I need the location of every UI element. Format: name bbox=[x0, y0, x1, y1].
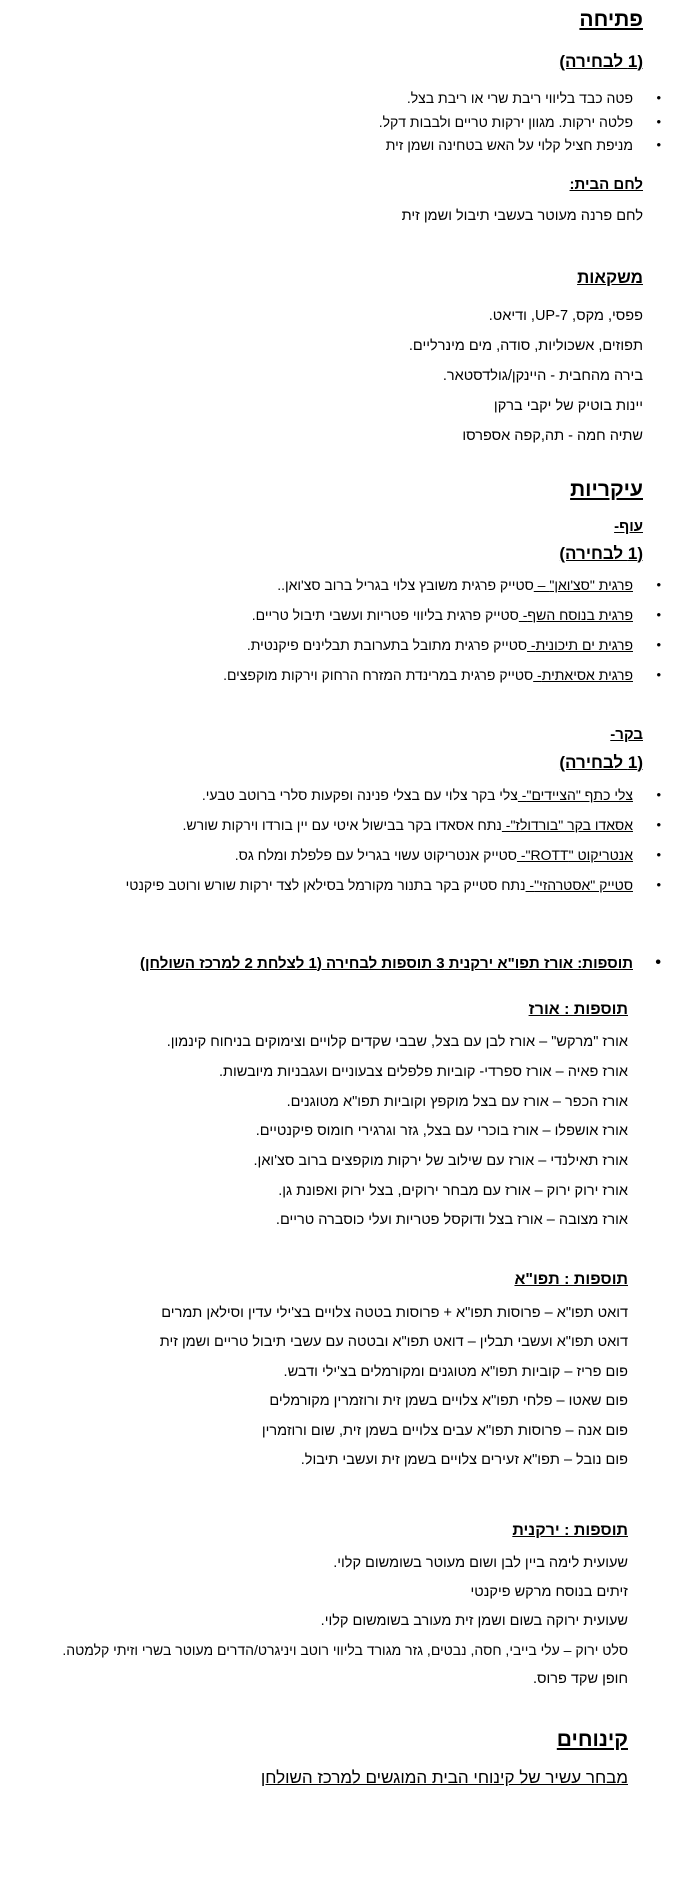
chicken-item: • פרגית אסיאתית- סטייק פרגית במרינדת המזרח הרחוק וירקות מוקפצים. bbox=[223, 667, 633, 683]
beef-item: • אנטריקוט "ROTT"- סטייק אנטריקוט עשוי בגריל עם פלפלת ומלח גס. bbox=[235, 847, 633, 863]
drinks-item: יינות בוטיק של יקבי ברקן bbox=[493, 398, 643, 414]
beef-choose: (1 לבחירה) bbox=[559, 753, 643, 772]
beef-item-desc: נתח סטייק בקר בתנור מקורמל בסילאן לצד ירקות שורש ורוטב פיקנטי bbox=[125, 877, 526, 893]
desserts-text: מבחר עשיר של קינוחי הבית המוגשים למרכז השולחן bbox=[260, 1768, 628, 1787]
potato-item: פום אנה – פרוסות תפו"א עבים צלויים בשמן זית, שום ורוזמרין bbox=[261, 1423, 628, 1439]
veg-item: סלט ירוק – עלי בייבי, חסה, נבטים, גזר מגורד בליווי רוטב ויניגרט/הדרים מעוטר בשרי וזיתי קלמטה. bbox=[62, 1642, 628, 1658]
chicken-item: • פרגית בנוסח השף- סטייק פרגית בליווי פטריות ועשבי תיבול טריים. bbox=[252, 607, 633, 623]
chicken-item-desc: סטייק פרגית במרינדת המזרח הרחוק וירקות מוקפצים. bbox=[223, 667, 534, 683]
opening-choose: (1 לבחירה) bbox=[559, 52, 643, 71]
opening-title: פתיחה bbox=[579, 8, 643, 31]
rice-item: אורז תאילנדי – אורז עם שילוב של ירקות מוקפצים ברוב סצ'ואן. bbox=[253, 1153, 628, 1169]
veg-title: תוספות : ירקנית bbox=[512, 1522, 628, 1539]
bread-title: לחם הבית: bbox=[569, 176, 643, 193]
beef-item-name: צלי כתף "הציידים" bbox=[526, 787, 633, 803]
potato-item: דואט תפו"א – פרוסות תפו"א + פרוסות בטטה צלויים בצ'ילי עדין וסילאן תמרים bbox=[161, 1305, 628, 1321]
drinks-item: תפוזים, אשכוליות, סודה, מים מינרליים. bbox=[408, 338, 643, 354]
mains-title: עיקריות bbox=[570, 478, 643, 501]
drinks-title: משקאות bbox=[577, 268, 643, 287]
desserts-title: קינוחים bbox=[556, 1728, 628, 1751]
opening-item: • מניפת חציל קלוי על האש בטחינה ושמן זית bbox=[386, 137, 633, 153]
drinks-item: בירה מהחבית - היינקן/גולדסטאר. bbox=[442, 368, 643, 384]
beef-item: • אסאדו בקר "בורדולז"- נתח אסאדו בקר בבישול איטי עם יין בורדו וירקות שורש. bbox=[182, 817, 633, 833]
beef-item-name: אסאדו בקר "בורדולז" bbox=[510, 817, 633, 833]
chicken-item: • פרגית ים תיכונית- סטייק פרגית מתובל בתערובת תבלינים פיקנטית. bbox=[247, 637, 633, 653]
potato-item: פום נובל – תפו"א זעירים צלויים בשמן זית ועשבי תיבול. bbox=[300, 1452, 628, 1468]
veg-item: שעועית ירוקה בשום ושמן זית מעורב בשומשום קלוי. bbox=[320, 1613, 628, 1629]
potato-item: דואט תפו"א ועשבי תבלין – דואט תפו"א ובטטה עם עשבי תיבול טריים ושמן זית bbox=[159, 1334, 628, 1350]
beef-item-name: אנטריקוט "ROTT" bbox=[525, 847, 633, 863]
veg-item: זיתים בנוסח מרקש פיקנטי bbox=[470, 1584, 628, 1600]
potato-title: תוספות : תפו"א bbox=[514, 1271, 628, 1288]
chicken-item-name: פרגית "סצ'ואן" bbox=[549, 577, 633, 593]
beef-title: בקר- bbox=[610, 726, 643, 743]
opening-item: • פטה כבד בליווי ריבת שרי או ריבת בצל. bbox=[407, 90, 633, 106]
chicken-item: • פרגית "סצ'ואן" – סטייק פרגית משובץ צלוי בגריל ברוב סצ'ואן.. bbox=[277, 577, 633, 593]
opening-item: • פלטה ירקות. מגוון ירקות טריים ולבבות דקל. bbox=[379, 114, 633, 130]
chicken-item-name: פרגית ים תיכונית bbox=[535, 637, 633, 653]
beef-item-desc: צלי בקר צלוי עם בצלי פנינה ופקעות סלרי ברוטב טבעי. bbox=[201, 787, 518, 803]
chicken-item-desc: סטייק פרגית משובץ צלוי בגריל ברוב סצ'ואן.. bbox=[277, 577, 534, 593]
chicken-item-desc: סטייק פרגית מתובל בתערובת תבלינים פיקנטית. bbox=[246, 637, 528, 653]
rice-item: אורז "מרקש" – אורז לבן עם בצל, שבבי שקדים קלויים וצימוקים בניחוח קינמון. bbox=[166, 1034, 628, 1050]
chicken-item-name: פרגית אסיאתית bbox=[541, 667, 633, 683]
rice-item: אורז מצובה – אורז בצל ודוקסל פטריות ועלי כוסברה טריים. bbox=[275, 1212, 628, 1228]
drinks-item: פפסי, מקס, 7-UP, ודיאט. bbox=[488, 308, 643, 324]
rice-item: אורז הכפר – אורז עם בצל מוקפץ וקוביות תפו"א מטוגנים. bbox=[286, 1094, 628, 1110]
chicken-title: עוף- bbox=[614, 518, 643, 535]
beef-item-desc: סטייק אנטריקוט עשוי בגריל עם פלפלת ומלח גס. bbox=[234, 847, 517, 863]
beef-item-name: סטייק "אסטרהזי" bbox=[534, 877, 633, 893]
bread-text: לחם פרנה מעוטר בעשבי תיבול ושמן זית bbox=[401, 208, 643, 224]
beef-item: • צלי כתף "הציידים"- צלי בקר צלוי עם בצלי פנינה ופקעות סלרי ברוטב טבעי. bbox=[202, 787, 633, 803]
veg-item: שעועית לימה ביין לבן ושום מעוטר בשומשום קלוי. bbox=[333, 1555, 628, 1571]
drinks-item: שתיה חמה - תה,קפה אספרסו bbox=[462, 428, 643, 444]
beef-item: • סטייק "אסטרהזי"- נתח סטייק בקר בתנור מקורמל בסילאן לצד ירקות שורש ורוטב פיקנטי bbox=[126, 877, 633, 893]
beef-item-desc: נתח אסאדו בקר בבישול איטי עם יין בורדו וירקות שורש. bbox=[182, 817, 502, 833]
chicken-item-name: פרגית בנוסח השף bbox=[527, 607, 633, 623]
potato-item: פום פריז – קוביות תפו"א מטוגנים ומקורמלים בצ'ילי ודבש. bbox=[283, 1364, 628, 1380]
rice-title: תוספות : אורז bbox=[528, 1001, 628, 1018]
rice-item: אורז פאיה – אורז ספרדי- קוביות פלפלים צבעוניים ועגבניות מיובשות. bbox=[218, 1064, 628, 1080]
rice-item: אורז ירוק ירוק – אורז עם מבחר ירוקים, בצל ירוק ואפונת גן. bbox=[278, 1183, 628, 1199]
chicken-choose: (1 לבחירה) bbox=[559, 544, 643, 563]
rice-item: אורז אושפלו – אורז בוכרי עם בצל, גזר וגרגירי חומוס פיקנטיים. bbox=[255, 1123, 628, 1139]
chicken-item-desc: סטייק פרגית בליווי פטריות ועשבי תיבול טריים. bbox=[251, 607, 519, 623]
potato-item: פום שאטו – פלחי תפו"א צלויים בשמן זית ורוזמרין מקורמלים bbox=[269, 1393, 628, 1409]
veg-item: חופן שקד פרוס. bbox=[532, 1671, 628, 1687]
extras-summary: • תוספות: אורז תפו"א ירקנית 3 תוספות לבחירה (1 לצלחת 2 למרכז השולחן) bbox=[140, 955, 633, 972]
